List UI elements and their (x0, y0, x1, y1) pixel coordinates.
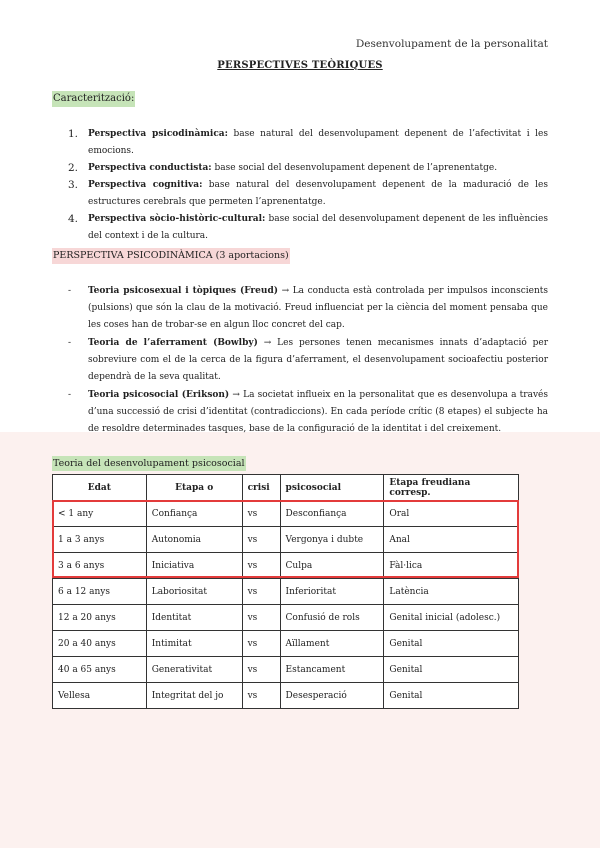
list-number: 2. (68, 162, 79, 174)
list-item (68, 160, 548, 177)
cell-positiu: Integritat del jo (146, 683, 242, 709)
dash-bullet: - (68, 338, 72, 348)
table-header-row (53, 475, 519, 501)
list-item-text: base social del desenvolupament depenent de l’aprenentatge. (211, 163, 498, 173)
list-item-term: Perspectiva conductista: (88, 163, 212, 173)
cell-negatiu: Desconfiança (280, 501, 384, 527)
header-etapa: Etapa o (146, 475, 242, 501)
table-caption: Teoria del desenvolupament psicosocial (53, 458, 245, 469)
cell-freud: Oral (384, 501, 519, 527)
cell-vs: vs (242, 657, 280, 683)
cell-negatiu: Inferioritat (280, 579, 384, 605)
list-item-term: Perspectiva psicodinàmica: (88, 129, 228, 139)
list-item (68, 283, 548, 334)
caracteritzacio-heading: Caracterització: (52, 91, 135, 107)
list-number: 1. (68, 128, 79, 140)
list-item-term: Teoria psicosocial (Erikson) (88, 390, 230, 400)
dash-bullet: - (68, 286, 72, 296)
cell-negatiu: Culpa (280, 553, 384, 579)
cell-edat: 40 a 65 anys (53, 657, 147, 683)
table-row (53, 683, 519, 709)
list-item (68, 335, 548, 386)
page-title: PERSPECTIVES TEÒRIQUES (217, 60, 383, 71)
list-item-text: → La societat influeix en la personalitat que es desenvolupa a través d’una successió de crisi d’identitat (contradiccions). En cada període crític (8 etapes) el subjecte ha de resoldre determinades tasques, base de la configuració de la identitat i del creixement. (88, 390, 548, 434)
header-psicosocial: psicosocial (280, 475, 384, 501)
cell-edat: 1 a 3 anys (53, 527, 147, 553)
cell-positiu: Confiança (146, 501, 242, 527)
cell-negatiu: Aïllament (280, 631, 384, 657)
cell-positiu: Identitat (146, 605, 242, 631)
list-item-term: Teoria psicosexual i tòpiques (Freud) (88, 286, 278, 296)
psicodinamica-heading: PERSPECTIVA PSICODINÀMICA (3 aportacions) (52, 248, 290, 264)
cell-vs: vs (242, 631, 280, 657)
cell-vs: vs (242, 605, 280, 631)
list-item-text: → Les persones tenen mecanismes innats d’adaptació per sobreviure com el de la cerca de la figura d’aferrament, el desenvolupament socioafectiu posterior dependrà de la seva qualitat. (88, 338, 549, 382)
list-item (68, 126, 548, 160)
cell-negatiu: Vergonya i dubte (280, 527, 384, 553)
list-item-text: base natural del desenvolupament depenent de l’afectivitat i les emocions. (88, 129, 548, 156)
table-row (53, 553, 519, 579)
caracteritzacio-list (68, 126, 548, 245)
psicodinamica-list (68, 283, 548, 439)
cell-freud: Anal (384, 527, 519, 553)
list-item (68, 387, 548, 438)
cell-negatiu: Desesperació (280, 683, 384, 709)
table-row (53, 579, 519, 605)
cell-positiu: Generativitat (146, 657, 242, 683)
cell-edat: < 1 any (53, 501, 147, 527)
cell-vs: vs (242, 553, 280, 579)
list-number: 3. (68, 179, 79, 191)
cell-vs: vs (242, 683, 280, 709)
list-item (68, 177, 548, 211)
cell-edat: 20 a 40 anys (53, 631, 147, 657)
cell-edat: Vellesa (53, 683, 147, 709)
header-freud: Etapa freudiana corresp. (384, 475, 519, 501)
cell-vs: vs (242, 501, 280, 527)
table-row (53, 501, 519, 527)
cell-vs: vs (242, 527, 280, 553)
list-item-term: Teoria de l’aferrament (Bowlby) (88, 338, 258, 348)
cell-freud: Genital (384, 631, 519, 657)
psicosocial-table (52, 474, 519, 709)
list-number: 4. (68, 213, 79, 225)
table-row (53, 631, 519, 657)
list-item-text: → La conducta està controlada per impulsos inconscients (pulsions) que són la clau de la motivació. Freud influenciat per la ciència del moment pensaba que les coses han de trobar-se en algun lloc concret del cap. (88, 286, 548, 330)
cell-freud: Genital (384, 657, 519, 683)
running-header: Desenvolupament de la personalitat (355, 38, 548, 50)
cell-positiu: Autonomia (146, 527, 242, 553)
list-item-text: base social del desenvolupament depenent de les influències del context i de la cultura. (88, 214, 548, 241)
table-row (53, 527, 519, 553)
cell-freud: Genital inicial (adolesc.) (384, 605, 519, 631)
cell-positiu: Intimitat (146, 631, 242, 657)
cell-negatiu: Estancament (280, 657, 384, 683)
list-item (68, 211, 548, 245)
cell-edat: 6 a 12 anys (53, 579, 147, 605)
cell-freud: Fàl·lica (384, 553, 519, 579)
cell-freud: Latència (384, 579, 519, 605)
cell-edat: 3 a 6 anys (53, 553, 147, 579)
list-item-text: base natural del desenvolupament depenent de la maduració de les estructures cerebrals que permeten l’aprenentatge. (88, 180, 549, 207)
header-crisi: crisi (242, 475, 280, 501)
table-row (53, 605, 519, 631)
cell-freud: Genital (384, 683, 519, 709)
cell-vs: vs (242, 579, 280, 605)
list-item-term: Perspectiva cognitiva: (88, 180, 203, 190)
cell-negatiu: Confusió de rols (280, 605, 384, 631)
dash-bullet: - (68, 390, 72, 400)
cell-positiu: Iniciativa (146, 553, 242, 579)
cell-edat: 12 a 20 anys (53, 605, 147, 631)
list-item-term: Perspectiva sòcio-històric-cultural: (88, 214, 266, 224)
cell-positiu: Laboriositat (146, 579, 242, 605)
header-edat: Edat (53, 475, 147, 501)
table-row (53, 657, 519, 683)
